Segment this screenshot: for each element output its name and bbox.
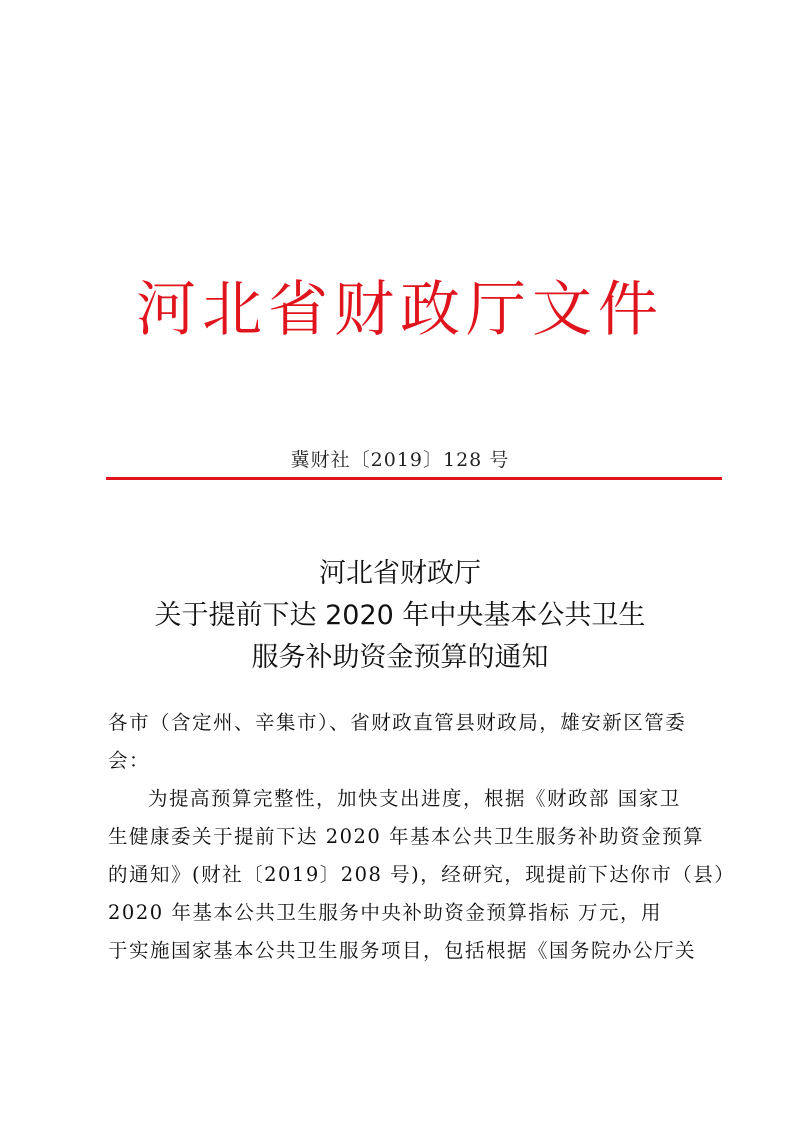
notice-title-line: 关于提前下达 2020 年中央基本公共卫生 bbox=[154, 600, 646, 631]
document-number: 冀财社〔2019〕128 号 bbox=[290, 449, 510, 471]
notice-title-line: 河北省财政厅 bbox=[319, 558, 481, 589]
notice-body bbox=[108, 704, 736, 970]
document-header-title: 河北省财政厅文件 bbox=[136, 275, 664, 345]
notice-title-line: 服务补助资金预算的通知 bbox=[251, 642, 549, 673]
recipient-line: 会： bbox=[108, 749, 151, 772]
body-paragraph-line: 的通知》(财社〔2019〕208 号)，经研究，现提前下达你市（县） bbox=[108, 863, 736, 886]
red-divider-line bbox=[106, 477, 722, 480]
recipient-line: 各市（含定州、辛集市）、省财政直管县财政局，雄安新区管委 bbox=[108, 711, 687, 734]
body-paragraph-line: 为提高预算完整性，加快支出进度，根据《财政部 国家卫 bbox=[148, 787, 681, 810]
body-paragraph-line: 2020 年基本公共卫生服务中央补助资金预算指标 万元，用 bbox=[108, 901, 663, 924]
notice-title bbox=[0, 553, 800, 679]
body-paragraph-line: 于实施国家基本公共卫生服务项目，包括根据《国务院办公厅关 bbox=[108, 939, 697, 962]
body-paragraph-line: 生健康委关于提前下达 2020 年基本公共卫生服务补助资金预算 bbox=[108, 825, 705, 848]
